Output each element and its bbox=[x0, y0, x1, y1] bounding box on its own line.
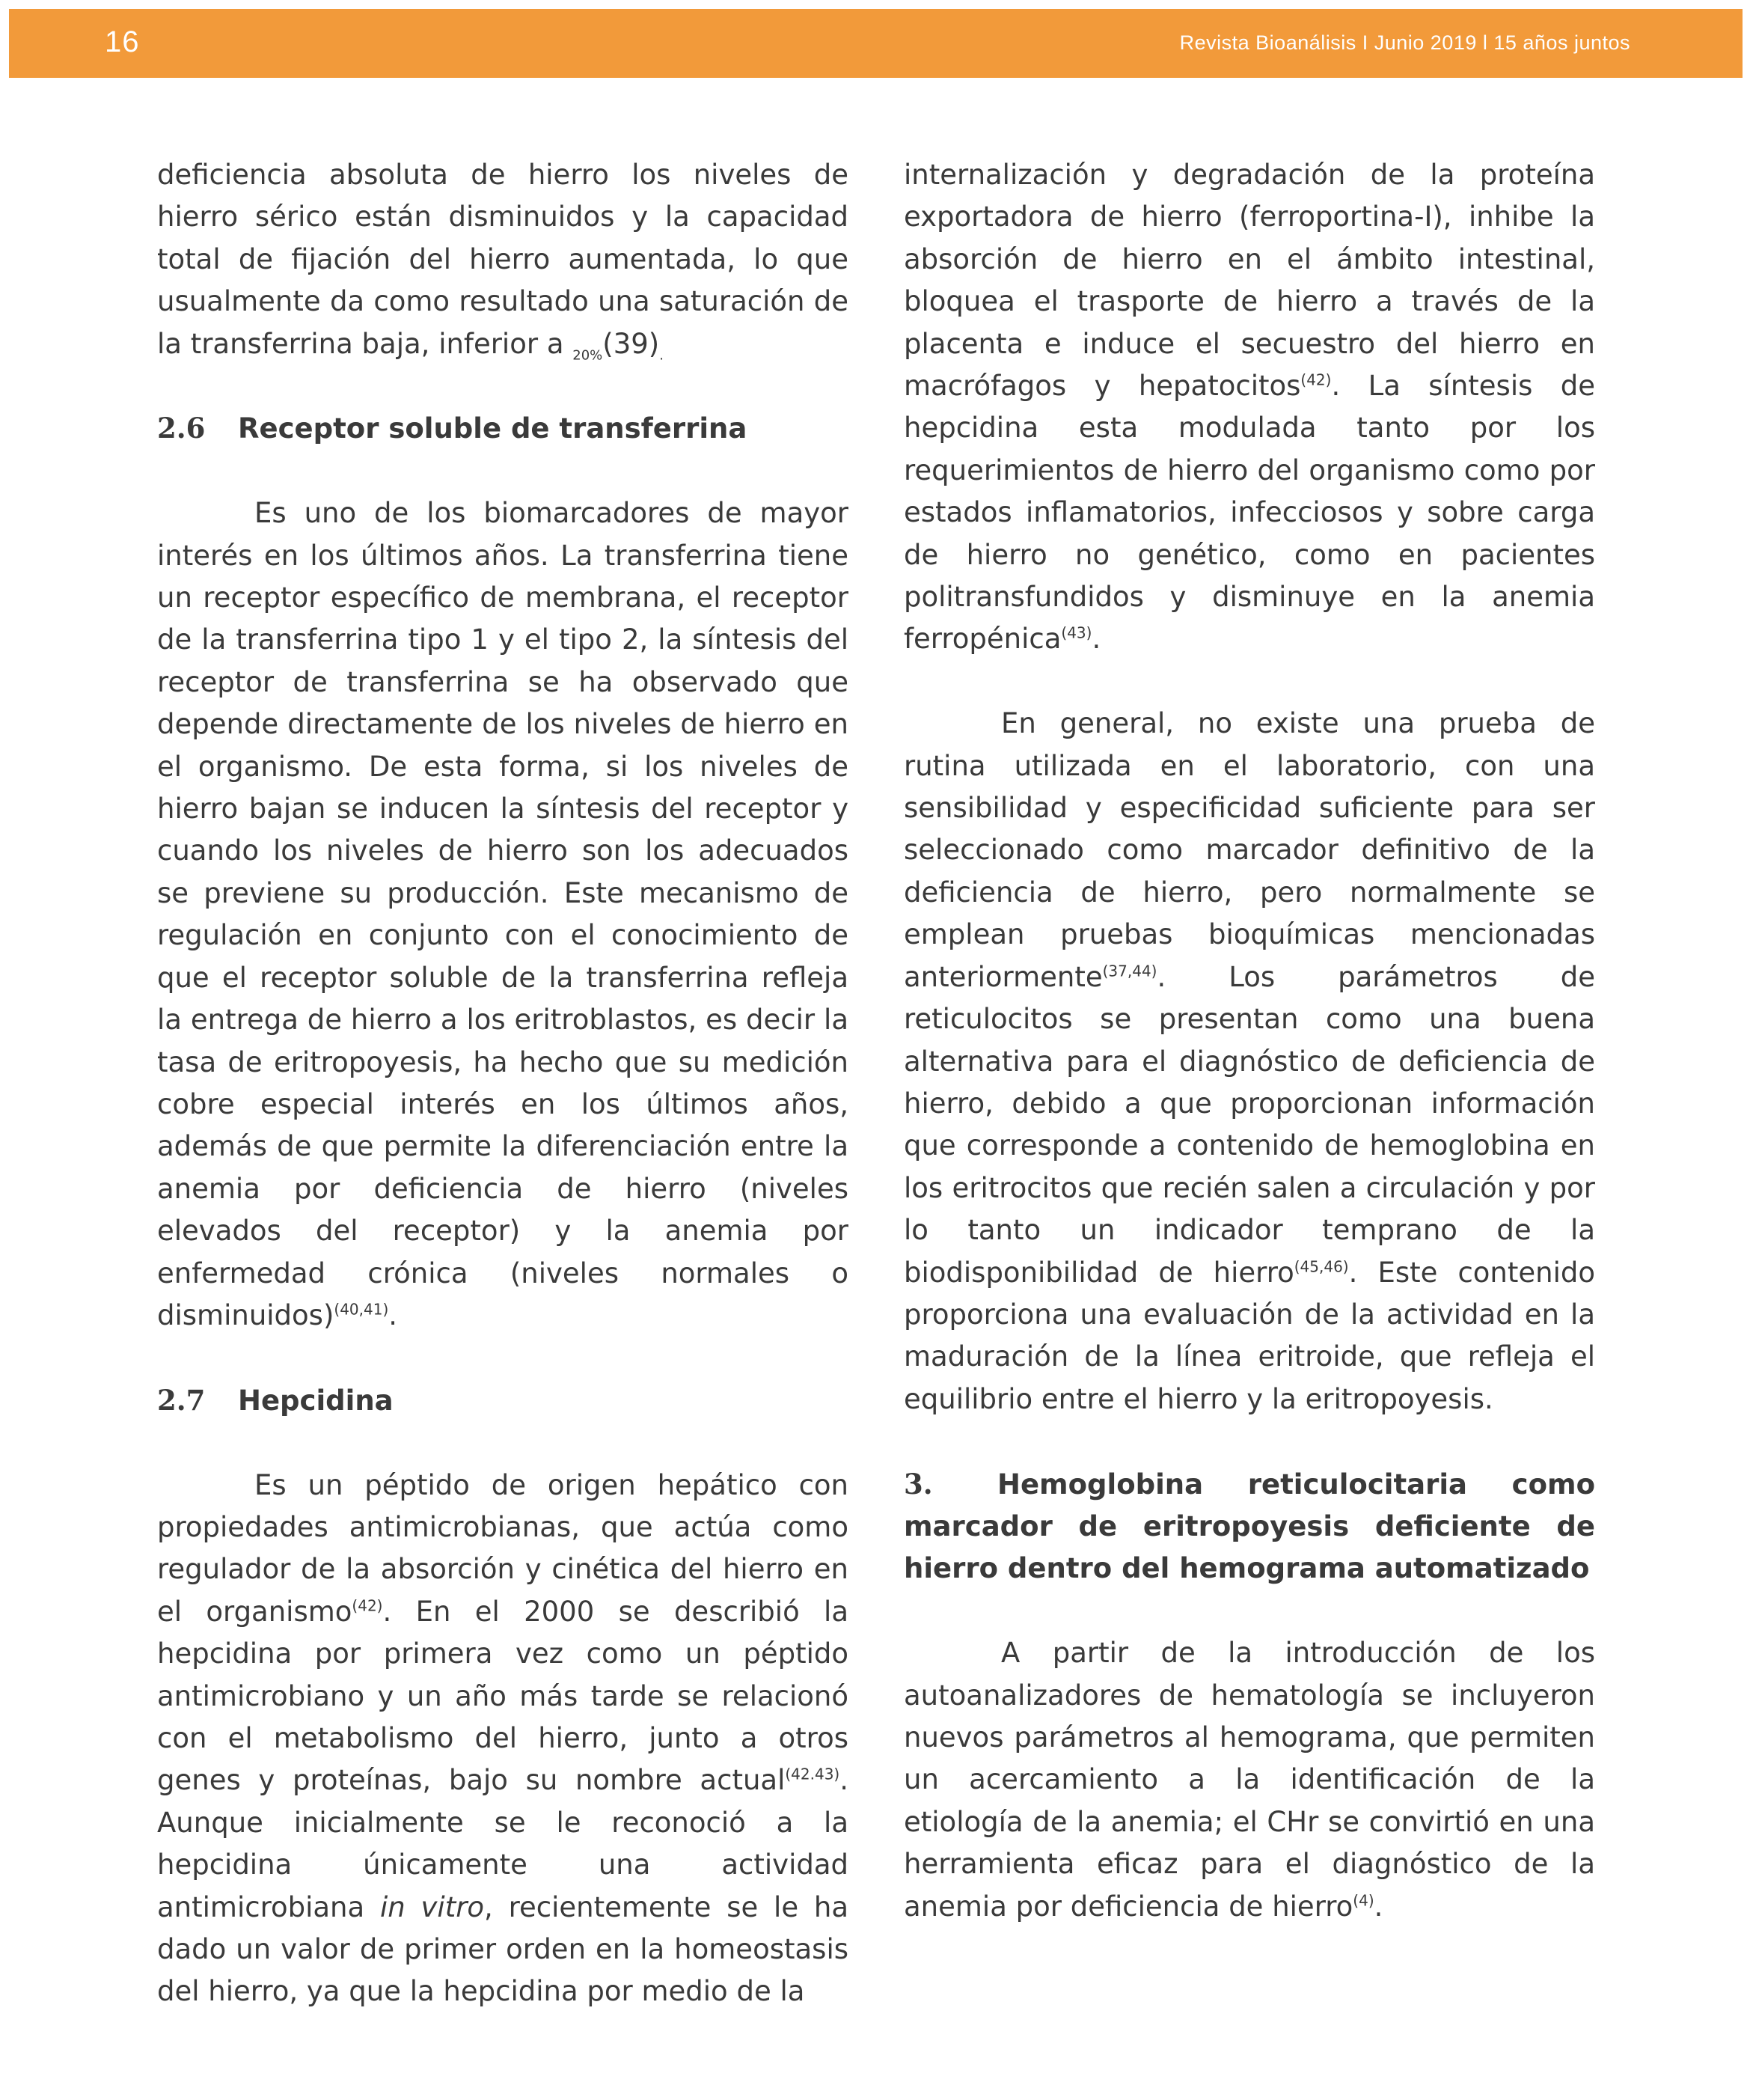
paragraph-soluble-receptor: Es uno de los biomarcadores de mayor interés en los últimos años. La transferrina tiene un receptor específico de membrana, el receptor de la transferrina tipo 1 y el tipo 2, la síntesis del receptor de transferrina se ha observado que depende directamente de los niveles de hierro en el organismo. De esta forma, si los niveles de hierro bajan se inducen la síntesis del receptor y cuando los niveles de hierro son los adecuados se previene su producción. Este mecanismo de regulación en conjunto con el conocimiento de que el receptor soluble de la transferrina refleja la entrega de hierro a los eritroblastos, es decir la tasa de eritropoyesis, ha hecho que su medición cobre especial interés en los últimos años, además de que permite la diferenciación entre la anemia por deficiencia de hierro (niveles elevados del receptor) y la anemia por enfermedad crónica (niveles normales o disminuidos)$^{(40,41)}$. bbox=[157, 497, 848, 1331]
page-number: 16 bbox=[105, 25, 140, 58]
paragraph-iron-deficiency: deficiencia absoluta de hierro los niveles de hierro sérico están disminuidos y la capacidad total de fijación del hierro aumentada, lo que usualmente da como resultado una saturación de la transferrina baja, inferior a $_{20\%}(39)_.$ bbox=[157, 159, 848, 364]
section-heading-2-7 bbox=[157, 1379, 848, 1422]
journal-info: Revista Bioanálisis I Junio 2019 l 15 años juntos bbox=[1179, 31, 1630, 54]
citation-ref: (42) bbox=[352, 1596, 383, 1615]
citation-ref: (43) bbox=[1061, 624, 1092, 643]
section-heading-2-6 bbox=[157, 407, 848, 450]
paragraph-hepcidin-continued: internalización y degradación de la proteína exportadora de hierro (ferroportina-I), inhibe la absorción de hierro en el ámbito intestinal, bloquea el trasporte de hierro a través de la placenta e induce el secuestro del hierro en macrófagos y hepatocitos$^{(42)}$. La síntesis de hepcidina esta modulada tanto por los requerimientos de hierro del organismo como por estados inflamatorios, infecciosos y sobre carga de hierro no genético, como en pacientes politransfundidos y disminuye en la anemia ferropénica$^{(43)}$. bbox=[904, 159, 1595, 656]
section-number: 2.7 bbox=[157, 1383, 206, 1417]
left-column bbox=[157, 154, 848, 2013]
citation-ref: (40,41) bbox=[334, 1300, 389, 1319]
section-number: 2.6 bbox=[157, 412, 206, 445]
citation-ref: (4) bbox=[1353, 1891, 1374, 1910]
citation-ref: (45,46) bbox=[1294, 1257, 1349, 1276]
section-title: Receptor soluble de transferrina bbox=[238, 412, 747, 445]
citation-ref: (37,44) bbox=[1102, 962, 1157, 980]
right-column bbox=[904, 154, 1595, 1928]
section-title: Hepcidina bbox=[238, 1384, 394, 1417]
page-header-bar bbox=[9, 9, 1743, 78]
italic-term: in vitro bbox=[379, 1890, 485, 1923]
citation-ref: (42) bbox=[1300, 370, 1332, 389]
section-number: 3. bbox=[904, 1467, 933, 1501]
citation-ref: (39) bbox=[602, 327, 660, 360]
subscript-percent: 20% bbox=[572, 347, 603, 364]
section-heading-3 bbox=[904, 1463, 1595, 1590]
paragraph-hepcidin: Es un péptido de origen hepático con propiedades antimicrobianas, que actúa como regulador de la absorción y cinética del hierro en el organismo$^{(42)}$. En el 2000 se describió la hepcidina por primera vez como un péptido antimicrobiano y un año más tarde se relacionó con el metabolismo del hierro, junto a otros genes y proteínas, bajo su nombre actual$^{(42.43)}$. Aunque inicialmente se le reconoció a la hepcidina únicamente una actividad antimicrobiana in vitro, recientemente se le ha dado un valor de primer orden en la homeostasis del hierro, ya que la hepcidina por medio de la bbox=[157, 1468, 849, 2008]
citation-ref: (42.43) bbox=[785, 1765, 840, 1784]
paragraph-general-tests: En general, no existe una prueba de rutina utilizada en el laboratorio, con una sensibilidad y especificidad suficiente para ser seleccionado como marcador definitivo de la deficiencia de hierro, pero normalmente se emplean pruebas bioquímicas mencionadas anteriormente$^{(37,44)}$. Los parámetros de reticulocitos se presentan como una buena alternativa para el diagnóstico de deficiencia de hierro, debido a que proporcionan información que corresponde a contenido de hemoglobina en los eritrocitos que recién salen a circulación y por lo tanto un indicador temprano de la biodisponibilidad de hierro$^{(45,46)}$. Este contenido proporciona una evaluación de la actividad en la maduración de la línea eritroide, que refleja el equilibrio entre el hierro y la eritropoyesis. bbox=[904, 707, 1595, 1415]
paragraph-autoanalyzers: A partir de la introducción de los autoanalizadores de hematología se incluyeron nuevos parámetros al hemograma, que permiten un acercamiento a la identificación de la etiología de la anemia; el CHr se convirtió en una herramienta eficaz para el diagnóstico de la anemia por deficiencia de hierro$^{(4)}$. bbox=[904, 1637, 1595, 1923]
section-title: Hemoglobina reticulocitaria como marcador de eritropoyesis deficiente de hierro dentro del hemograma automatizado bbox=[904, 1468, 1595, 1585]
